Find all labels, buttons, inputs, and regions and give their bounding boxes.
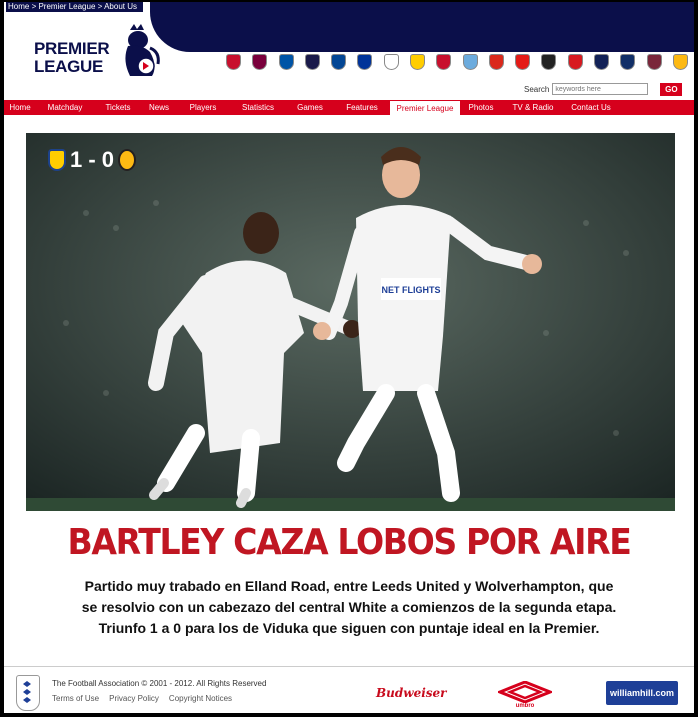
club-crest-newcastle-icon[interactable] bbox=[541, 54, 556, 70]
club-crest-blackburn-icon[interactable] bbox=[279, 54, 294, 70]
copyright-text: The Football Association © 2001 - 2012. All Rights Reserved bbox=[52, 679, 267, 688]
summary-line: Triunfo 1 a 0 para los de Viduka que siguen con puntaje ideal en la Premier. bbox=[98, 620, 600, 636]
summary-line: Partido muy trabado en Elland Road, entre Leeds United y Wolverhampton, que bbox=[84, 578, 614, 594]
club-crest-chelsea-icon[interactable] bbox=[331, 54, 346, 70]
club-crest-tottenham-icon[interactable] bbox=[594, 54, 609, 70]
wolves-badge-icon bbox=[118, 149, 136, 171]
club-crests-bar bbox=[222, 52, 694, 72]
header-navy-bar bbox=[190, 2, 694, 52]
breadcrumb: Home > Premier League > About Us bbox=[6, 2, 143, 12]
club-crest-everton-icon[interactable] bbox=[357, 54, 372, 70]
site-footer bbox=[4, 666, 694, 715]
site-header bbox=[4, 2, 694, 100]
nav-players[interactable]: Players bbox=[189, 103, 217, 112]
article-summary bbox=[24, 576, 674, 639]
logo-wordmark bbox=[34, 40, 109, 76]
club-crest-arsenal-icon[interactable] bbox=[226, 54, 241, 70]
lion-icon bbox=[110, 22, 170, 82]
williamhill-logo[interactable]: williamhill.com bbox=[606, 681, 678, 705]
svg-text:NET FLIGHTS: NET FLIGHTS bbox=[381, 285, 441, 295]
club-crest-west-brom-icon[interactable] bbox=[620, 54, 635, 70]
club-crest-man-city-icon[interactable] bbox=[463, 54, 478, 70]
article-headline: BARTLEY CAZA LOBOS POR AIRE bbox=[67, 522, 631, 563]
search-label: Search bbox=[524, 84, 550, 94]
score-text: 1 - 0 bbox=[70, 147, 115, 172]
nav-matchday[interactable]: Matchday bbox=[47, 103, 83, 112]
celebration-photo bbox=[26, 133, 675, 511]
club-crest-man-utd-icon[interactable] bbox=[489, 54, 504, 70]
breadcrumb-about-us[interactable]: About Us bbox=[104, 2, 137, 11]
club-crest-leeds-icon[interactable] bbox=[410, 54, 425, 70]
umbro-diamond-icon bbox=[498, 681, 552, 703]
fa-crest-icon bbox=[16, 675, 40, 711]
nav-premier-league[interactable]: Premier League bbox=[390, 100, 460, 115]
summary-line: se resolvio con un cabezazo del central White a comienzos de la segunda etapa. bbox=[81, 599, 617, 615]
logo-line1: PREMIER bbox=[34, 39, 110, 58]
nav-contact-us[interactable]: Contact Us bbox=[571, 103, 611, 112]
nav-features[interactable]: Features bbox=[346, 103, 378, 112]
footer-links bbox=[52, 694, 232, 703]
breadcrumb-home[interactable]: Home bbox=[8, 2, 30, 11]
umbro-logo[interactable] bbox=[498, 681, 552, 709]
club-crest-middlesbrough-icon[interactable] bbox=[515, 54, 530, 70]
nav-games[interactable]: Games bbox=[297, 103, 323, 112]
nav-tv-radio[interactable]: TV & Radio bbox=[512, 103, 554, 112]
club-crest-wolves-icon[interactable] bbox=[673, 54, 688, 70]
club-crest-southampton-icon[interactable] bbox=[568, 54, 583, 70]
club-crest-bolton-icon[interactable] bbox=[305, 54, 320, 70]
privacy-link[interactable]: Privacy Policy bbox=[109, 694, 159, 703]
nav-tickets[interactable]: Tickets bbox=[105, 103, 131, 112]
nav-news[interactable]: News bbox=[148, 103, 169, 112]
leeds-badge-icon bbox=[48, 149, 66, 171]
terms-link[interactable]: Terms of Use bbox=[52, 694, 100, 703]
score-overlay bbox=[48, 147, 136, 173]
copyright-notices-link[interactable]: Copyright Notices bbox=[168, 694, 233, 703]
search-go-button[interactable]: GO bbox=[660, 83, 682, 96]
page-frame bbox=[2, 0, 696, 715]
nav-photos[interactable]: Photos bbox=[468, 103, 494, 112]
match-photo bbox=[26, 133, 675, 511]
search-input[interactable] bbox=[552, 83, 648, 95]
main-nav bbox=[4, 100, 694, 115]
club-crest-fulham-icon[interactable] bbox=[384, 54, 399, 70]
nav-statistics[interactable]: Statistics bbox=[241, 103, 274, 112]
umbro-wordmark: umbro bbox=[515, 703, 535, 709]
club-crest-west-ham-icon[interactable] bbox=[647, 54, 662, 70]
club-crest-aston-villa-icon[interactable] bbox=[252, 54, 267, 70]
search-box bbox=[524, 82, 682, 96]
logo-line2: LEAGUE bbox=[34, 57, 104, 76]
nav-home[interactable]: Home bbox=[9, 103, 31, 112]
club-crest-liverpool-icon[interactable] bbox=[436, 54, 451, 70]
premier-league-logo[interactable] bbox=[28, 22, 168, 82]
breadcrumb-premier-league[interactable]: Premier League bbox=[38, 2, 96, 11]
budweiser-logo[interactable]: Budweiser bbox=[376, 686, 447, 700]
